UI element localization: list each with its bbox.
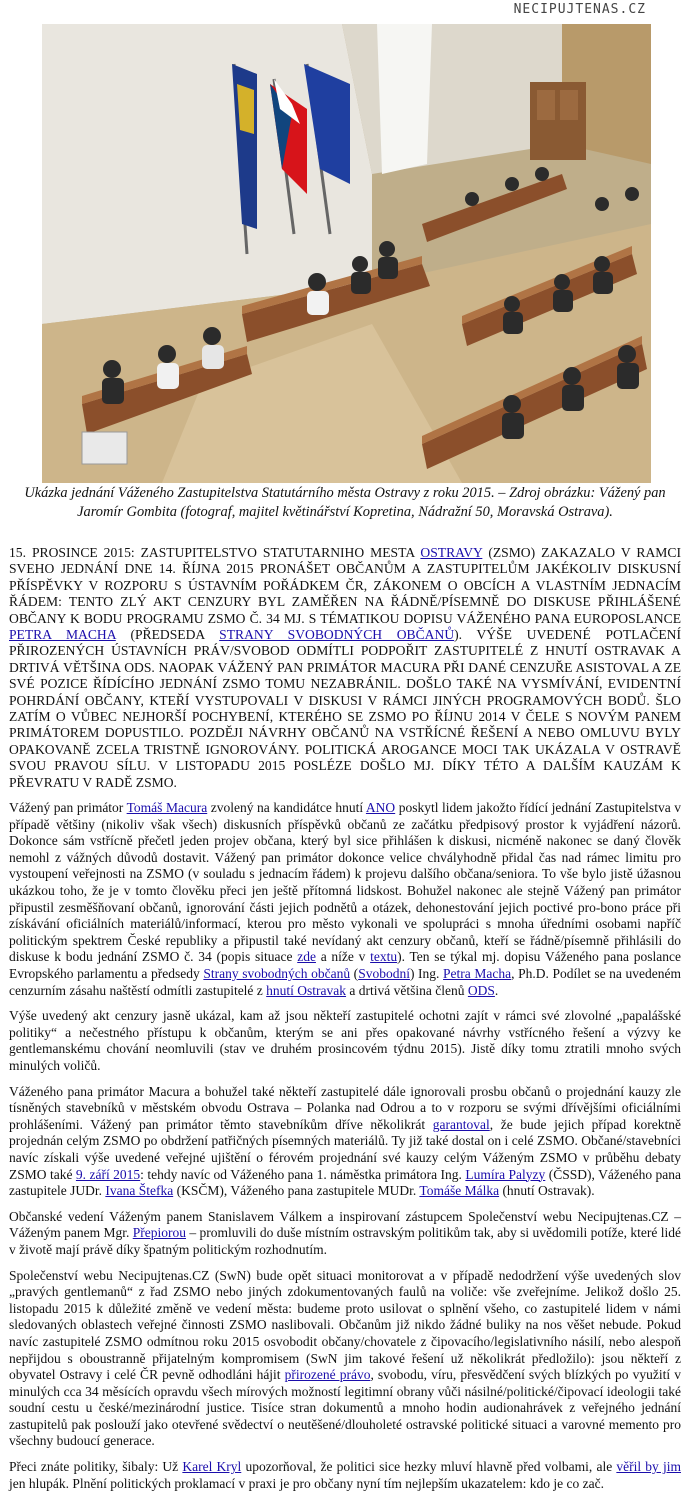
inline-link[interactable]: OSTRAVY (420, 545, 483, 560)
inline-link[interactable]: Ivana Štefka (105, 1183, 174, 1199)
inline-link[interactable]: ODS (467, 982, 495, 998)
inline-link[interactable]: Lumíra Palyzy (465, 1166, 546, 1182)
inline-link[interactable]: Tomáše Málka (419, 1183, 500, 1199)
photo-caption: Ukázka jednání Váženého Zastupitelstva Statutárního města Ostravy z roku 2015. – Zdroj obrázku: Vážený pan Jaromír Gombita (fotograf, majitel květinářství Kopretina, Nádražní 50, Moravská Ostrava). (24, 485, 666, 520)
inline-link[interactable]: Strany svobodných občanů (203, 966, 351, 982)
inline-link[interactable]: ANO (365, 800, 396, 816)
article-paragraph: Občanské vedení Váženým panem Stanislavem Válkem a inspirovaní zástupcem Společenství webu Necipujtenas.CZ – Váženým panem Mgr. Přepiorou – promluvili do duše místním ostravským politikům tak, aby si uvědomili potíže, které lidé v životě mají právě díky špatným politickým rozhodnutím. (9, 1208, 681, 1257)
council-chamber-photo (42, 24, 651, 483)
inline-link[interactable]: STRANY SVOBODNÝCH OBČANŮ (219, 627, 455, 643)
inline-link[interactable]: textu (370, 949, 398, 965)
inline-link[interactable]: věřil by jim (616, 1459, 681, 1475)
inline-link[interactable]: Tomáš Macura (126, 800, 208, 816)
inline-link[interactable]: PETRA MACHA (9, 627, 116, 643)
inline-link[interactable]: Svobodní (358, 966, 410, 982)
inline-link[interactable]: garantoval (432, 1116, 490, 1132)
site-name: NECIPUJTENAS.CZ (513, 2, 646, 17)
inline-link[interactable]: Karel Kryl (182, 1459, 242, 1475)
inline-link[interactable]: 9. září 2015 (75, 1166, 141, 1182)
article-body (9, 545, 681, 1501)
inline-link[interactable]: Petra Macha (443, 966, 512, 982)
inline-link[interactable]: Přepiorou (132, 1225, 186, 1241)
article-paragraph: Přeci znáte politiky, šibaly: Už Karel Kryl upozorňoval, že politici sice hezky mluví hlavně před volbami, ale věřil by jim jen hlupák. Plnění politických proklamací v praxi je pro občany nyní tím nejlepším ukazatelem: kdo je co zač. (9, 1459, 681, 1491)
article-paragraph: Společenství webu Necipujtenas.CZ (SwN) bude opět situaci monitorovat a v případě nedodržení výše uvedených slov „pravých gentlemanů“ z řad ZSMO nebo jiných zdokumentovaných faulů na voliče: vše zveřejníme. Jelikož došlo 25. listopadu 2015 k důležité změně ve vedení města: budeme proto usilovat o splnění všeho, co zastupitelé lidem v námi sledovaných oblastech veřejné činnosti ZSMO naslibovali. Občanům již nikdo žádné buliky na nos věšet nebude. Pokud navíc zastupitelé ZSMO odmítnou roku 2015 osvobodit občany/chovatele z čipovacího/legislativního násilí, nebo alespoň nepřijdou s oboustranně přijatelným kompromisem (SwN jim takové řešení už několikrát předložilo): jsou někteří z obyvatel Ostravy i celé ČR pevně odhodláni hájit přirozené právo, svobodu, víru, přesvědčení svých blízkých po využití v minulých cca 34 měsících opravdu všech mírových možností legitimní obrany vůči násilné/politické/čipovací ideologii také soudní cestu u české/mezinárodní justice. Tisíce stran dokumentů a mnoho hodin audionahrávek z veřejného jednání zastupitelů pak poslouží jako otevřené svědectví o neutěšené/dlouholeté ostravské politické situaci a varovné memento pro všechny budoucí generace. (9, 1267, 681, 1449)
lead-paragraph: 15. PROSINCE 2015: ZASTUPITELSTVO STATUTARNIHO MESTA OSTRAVY (ZSMO) ZAKAZALO V RAMCI SVEHO JEDNÁNÍ DNE 14. ŘÍJNA 2015 PRONÁŠET OBČANŮM A ZASTUPITELŮM JAKÉKOLIV DISKUSNÍ PŘÍSPĚVKY V ROZPORU S ÚSTAVNÍM POŘÁDKEM ČR, ZÁKONEM O OBCÍCH A VLASTNÍM JEDNACÍM ŘÁDEM: TENTO ZLÝ AKT CENZURY BYL ZAMĚŘEN NA ŘÁDNĚ/PÍSEMNĚ DO DISKUSE PŘIHLÁŠENÉ OBČANY K BODU PROGRAMU ZSMO Č. 34 MJ. S TÉMATIKOU DOPISU VÁŽENÉHO PANA EUROPOSLANCE PETRA MACHA (PŘEDSEDA STRANY SVOBODNÝCH OBČANŮ). VÝŠE UVEDENÉ POTLAČENÍ PŘIROZENÝCH ÚSTAVNÍCH PRÁV/SVOBOD ODMÍTLI PODPOŘIT ZASTUPITELÉ Z HNUTÍ OSTRAVAK A DRTIVÁ VĚTŠINA ODS. NAOPAK VÁŽENÝ PAN PRIMÁTOR MACURA PŘI DANÉ CENZUŘE ASISTOVAL A ZE SVÉ POZICE ŘÍDÍCÍHO JEDNÁNÍ ZSMO TOMU NEZABRÁNIL. DOŠLO TAKÉ NA VYSMÍVÁNÍ, EVIDENTNÍ POHRDÁNÍ OBČANY, KTEŘÍ VYSTUPOVALI V DISKUSI V RÁMCI JINÝCH PROGRAMOVÝCH BODŮ. ŠLO ZATÍM O VŮBEC NEJHORŠÍ POCHYBENÍ, KTERÉHO SE ZSMO PO ŘÍJNU 2014 V ČELE S NOVÝM PANEM PRIMÁTOREM DOPUSTILO. POZDĚJI NÁVRHY OBČANŮ NA VSTŘÍCNÉ ŘEŠENÍ A NEBO OMLUVU BYLY OPAKOVANĚ ZCELA TRISTNĚ IGNOROVÁNY. POLITICKÁ AROGANCE MOCI TAK UKÁZALA V OSTRAVĚ SVOU PRAVOU SÍLU. V LISTOPADU 2015 POSLÉZE DOŠLO MJ. DÍKY TÉTO A DALŠÍM KAUZÁM K PŘEVRATU V RADĚ ZSMO. (9, 545, 681, 790)
article-paragraph: Výše uvedený akt cenzury jasně ukázal, kam až jsou někteří zastupitelé ochotni zajít v rámci své zlovolné „papalášské politiky“ a nečestného přístupu k občanům, kterým se ani přes opakované návrhy vstřícného řešení a výzvy ke gentlemanskému chování neomluvili (stav ve druhém prosincovém týdnu 2015). Jistě díky tomu ztratili mnoho svých minulých voličů. (9, 1008, 681, 1073)
inline-link[interactable]: zde (297, 949, 316, 965)
inline-link[interactable]: přirozené právo (284, 1367, 371, 1383)
inline-link[interactable]: hnutí Ostravak (266, 982, 347, 998)
article-paragraph: Vážený pan primátor Tomáš Macura zvolený na kandidátce hnutí ANO poskytl lidem jakožto řídící jednání Zastupitelstva v případě většiny (nikoliv však všech) diskusních příspěvků občanů ze začátku předpisový prostor k vyjádření názorů. Dokonce sám vstřícně přečetl jeden projev občana, který byl sice přihlášen k diskusi, nicméně nakonec se daný člověk nemohl z vážných důvodů dostavit. Vážený pan primátor dokonce velice chvályhodně přidal čas nad rámec limitu pro vystoupení veřejnosti na ZSMO (v souladu s jednacím řádem) k projevu dalšího občana/seniora. To vše bylo jistě úžasnou ukázkou toho, že je v tomto člověku přeci jen ještě přítomná lidskost. Bohužel nakonec ale stejně Vážený pan primátor připustil zesměšňovaní občanů, ignorování části jejich podnětů a otázek, dehonestování jejich poctivé pro-bono práce při získávání oficiálních materiálů/informací, kterou pro město vykonali ve spolupráci s mnoha úředními osobami napříč politickým spektrem České republiky a připustil také nevídaný akt cenzury občanů, kteří se řádně/písemně přihlásili do diskuse k bodu jednání ZSMO č. 34 (popis situace zde a níže v textu). Ten se týkal mj. dopisu Váženého pana poslance Evropského parlamentu a předsedy Strany svobodných občanů (Svobodní) Ing. Petra Macha, Ph.D. Podílet se na uvedeném cenzurním zásahu naštěstí odmítli zastupitelé z hnutí Ostravak a drtivá většina členů ODS. (9, 800, 682, 998)
article-paragraph: Váženého pana primátor Macura a bohužel také někteří zastupitelé dále ignorovali prosbu občanů o projednání kauzy zle tísněných stavebníků v městském obvodu Ostrava – Polanka nad Odrou a to v rozporu se svými dřívějšími oficiálními prohlášeními. Vážený pan primátor těmto stavebníkům dříve několikrát garantoval, že bude jejich případ korektně projednán celým ZSMO po obdržení patřičných písemných materiálů. Ty již také dostal on i celé ZSMO. Občané/stavebníci navíc získali výše uvedené veřejné ujištění o férovém projednání své kauzy celým Váženým ZSMO v průběhu debaty ZSMO také 9. září 2015: tehdy navíc od Váženého pana 1. náměstka primátora Ing. Lumíra Palyzy (ČSSD), Váženého pana zastupitele JUDr. Ivana Štefka (KSČM), Váženého pana zastupitele MUDr. Tomáše Málka (hnutí Ostravak). (9, 1083, 682, 1199)
